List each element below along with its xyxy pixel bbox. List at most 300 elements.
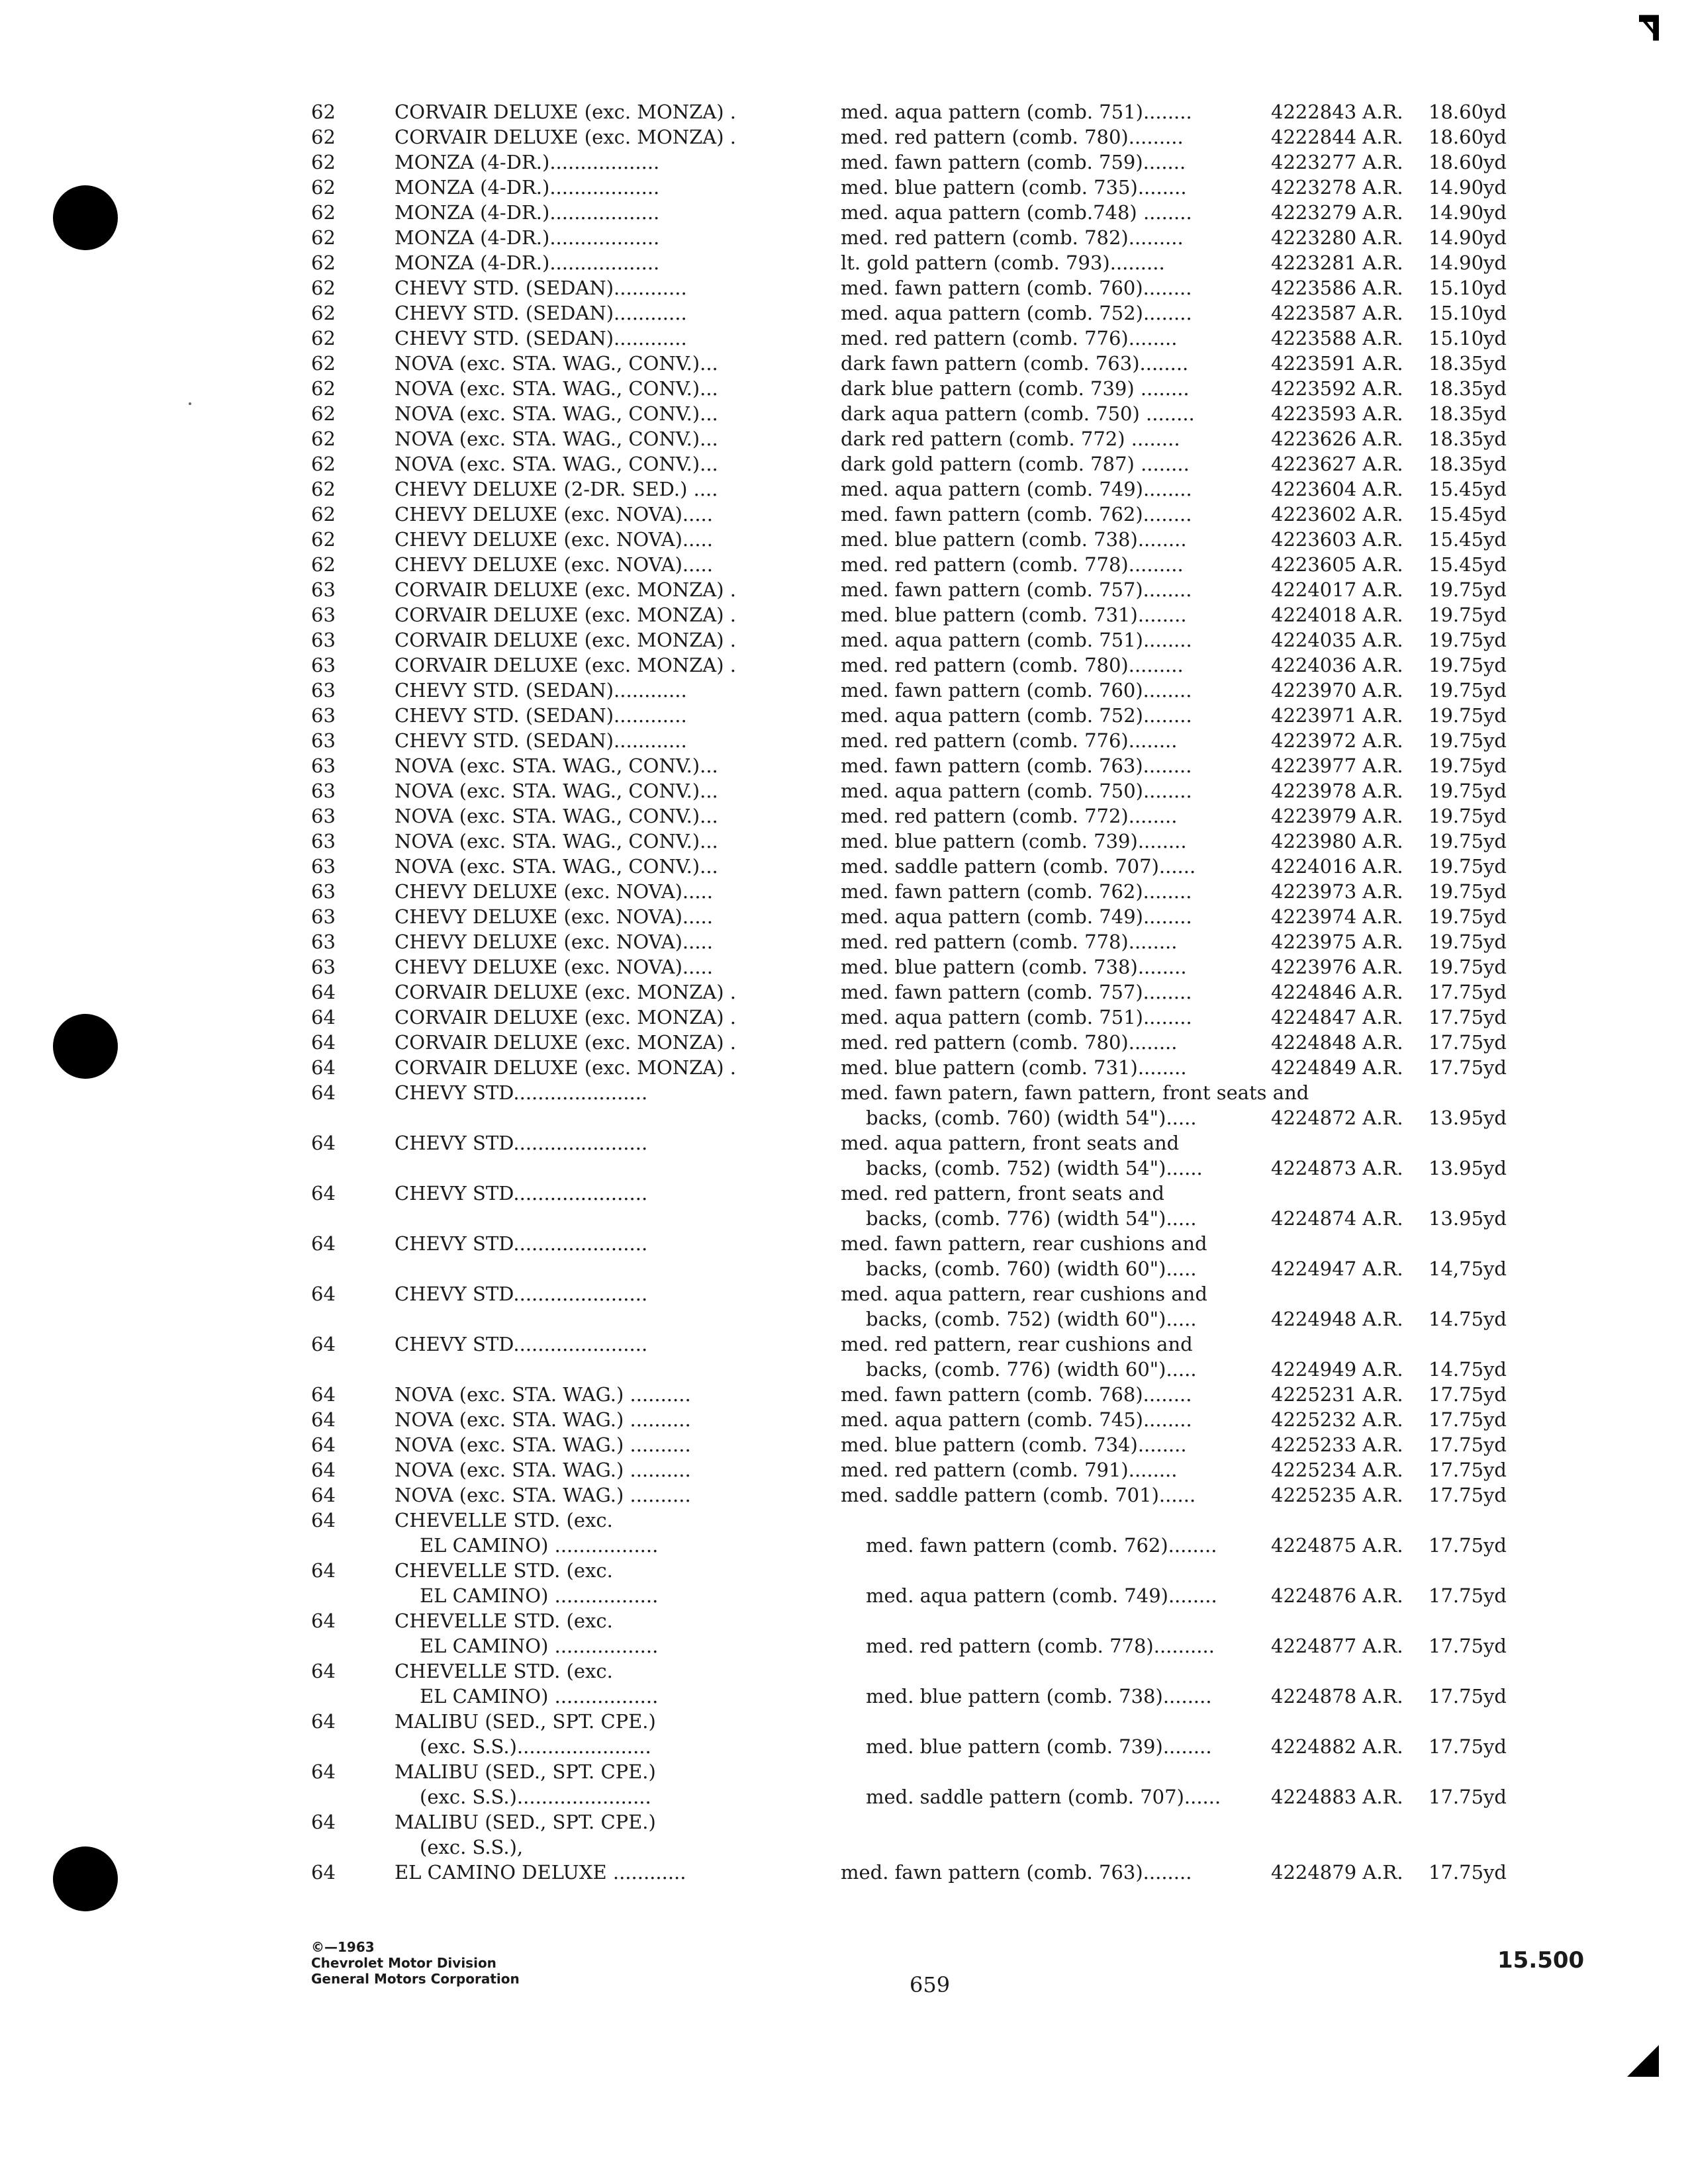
price-per-yard: 13.95yd (1429, 1157, 1507, 1179)
trim-description: med. red pattern (comb. 776)........ (841, 327, 1178, 349)
trim-description: med. fawn pattern (comb. 762)........ (841, 503, 1192, 525)
table-row (0, 1482, 1688, 1508)
model-name-continued: (exc. S.S.), (420, 1836, 524, 1858)
part-number: 4224016 A.R. (1271, 855, 1403, 878)
model-name: NOVA (exc. STA. WAG., CONV.)... (395, 402, 718, 425)
trim-description: med. aqua pattern (comb. 751)........ (841, 629, 1192, 651)
part-number: 4223587 A.R. (1271, 302, 1403, 324)
trim-description: med. fawn pattern, rear cushions and (841, 1232, 1207, 1255)
model-name-continued: (exc. S.S.)...................... (420, 1786, 651, 1808)
price-per-yard: 15.45yd (1429, 553, 1507, 576)
model-year: 64 (311, 1182, 336, 1205)
part-number: 4222844 A.R. (1271, 126, 1403, 148)
table-row (0, 954, 1688, 979)
trim-description: med. aqua pattern (comb. 752)........ (841, 704, 1192, 727)
trim-description: dark aqua pattern (comb. 750) ........ (841, 402, 1195, 425)
part-number: 4224017 A.R. (1271, 578, 1403, 601)
part-number: 4223973 A.R. (1271, 880, 1403, 903)
model-year: 62 (311, 101, 336, 123)
model-name: NOVA (exc. STA. WAG.) .......... (395, 1433, 691, 1456)
part-number: 4224878 A.R. (1271, 1685, 1403, 1707)
part-number: 4224847 A.R. (1271, 1006, 1403, 1028)
model-name: NOVA (exc. STA. WAG., CONV.)... (395, 780, 718, 802)
trim-description: med. aqua pattern (comb. 750)........ (841, 780, 1192, 802)
part-number: 4224883 A.R. (1271, 1786, 1403, 1808)
trim-description: med. fawn patern, fawn pattern, front seats and (841, 1081, 1309, 1104)
price-per-yard: 15.45yd (1429, 478, 1507, 500)
trim-description-continued: med. aqua pattern (comb. 749)........ (866, 1584, 1217, 1607)
model-name: CHEVY STD...................... (395, 1283, 648, 1305)
model-year: 62 (311, 201, 336, 224)
trim-description: med. fawn pattern (comb. 760)........ (841, 679, 1192, 702)
model-year: 64 (311, 1132, 336, 1154)
table-row (0, 979, 1688, 1005)
table-row (0, 854, 1688, 879)
price-per-yard: 15.10yd (1429, 302, 1507, 324)
model-year: 62 (311, 528, 336, 551)
model-name: CHEVY DELUXE (exc. NOVA)..... (395, 880, 713, 903)
model-year: 63 (311, 956, 336, 978)
table-row (0, 150, 1688, 175)
model-name: CHEVY DELUXE (exc. NOVA)..... (395, 956, 713, 978)
part-number: 4223603 A.R. (1271, 528, 1403, 551)
model-name: NOVA (exc. STA. WAG., CONV.)... (395, 352, 718, 375)
part-number: 4223591 A.R. (1271, 352, 1403, 375)
trim-description: med. aqua pattern, rear cushions and (841, 1283, 1207, 1305)
model-name: NOVA (exc. STA. WAG., CONV.)... (395, 377, 718, 400)
model-name: NOVA (exc. STA. WAG.) .......... (395, 1459, 691, 1481)
price-per-yard: 18.35yd (1429, 453, 1507, 475)
part-number: 4224872 A.R. (1271, 1107, 1403, 1129)
price-per-yard: 18.35yd (1429, 428, 1507, 450)
part-number: 4225232 A.R. (1271, 1408, 1403, 1431)
trim-description: med. red pattern (comb. 780)........ (841, 1031, 1178, 1054)
trim-description: med. fawn pattern (comb. 757)........ (841, 578, 1192, 601)
price-per-yard: 18.60yd (1429, 126, 1507, 148)
model-year: 64 (311, 1559, 336, 1582)
table-row (0, 1759, 1688, 1809)
model-year: 62 (311, 377, 336, 400)
model-name: NOVA (exc. STA. WAG., CONV.)... (395, 754, 718, 777)
model-name: CHEVY STD. (SEDAN)............ (395, 679, 687, 702)
model-name: CHEVY DELUXE (2-DR. SED.) .... (395, 478, 718, 500)
price-per-yard: 17.75yd (1429, 1635, 1507, 1657)
part-number: 4225231 A.R. (1271, 1383, 1403, 1406)
model-year: 62 (311, 126, 336, 148)
price-per-yard: 18.35yd (1429, 402, 1507, 425)
price-per-yard: 17.75yd (1429, 1534, 1507, 1557)
model-year: 64 (311, 1006, 336, 1028)
table-row (0, 1508, 1688, 1558)
part-number: 4224874 A.R. (1271, 1207, 1403, 1230)
table-row (0, 502, 1688, 527)
trim-description: med. fawn pattern (comb. 763)........ (841, 754, 1192, 777)
model-name: MALIBU (SED., SPT. CPE.) (395, 1811, 656, 1833)
part-number: 4225234 A.R. (1271, 1459, 1403, 1481)
price-per-yard: 14.75yd (1429, 1358, 1507, 1381)
trim-description: med. aqua pattern (comb.748) ........ (841, 201, 1192, 224)
price-per-yard: 19.75yd (1429, 905, 1507, 928)
table-row (0, 1055, 1688, 1080)
model-name-continued: EL CAMINO) ................. (420, 1584, 659, 1607)
part-number: 4224846 A.R. (1271, 981, 1403, 1003)
trim-description: med. aqua pattern (comb. 749)........ (841, 905, 1192, 928)
model-year: 62 (311, 553, 336, 576)
part-number: 4223627 A.R. (1271, 453, 1403, 475)
model-year: 62 (311, 176, 336, 199)
model-year: 62 (311, 151, 336, 173)
model-name: NOVA (exc. STA. WAG., CONV.)... (395, 805, 718, 827)
trim-description: med. red pattern (comb. 791)........ (841, 1459, 1178, 1481)
price-per-yard: 19.75yd (1429, 704, 1507, 727)
table-row (0, 1558, 1688, 1608)
table-row (0, 577, 1688, 602)
part-number: 4223280 A.R. (1271, 226, 1403, 249)
table-row (0, 451, 1688, 477)
part-number: 4224848 A.R. (1271, 1031, 1403, 1054)
table-row (0, 1130, 1688, 1181)
price-per-yard: 19.75yd (1429, 780, 1507, 802)
table-row (0, 1281, 1688, 1332)
model-year: 62 (311, 428, 336, 450)
price-per-yard: 17.75yd (1429, 1584, 1507, 1607)
table-row (0, 1382, 1688, 1407)
price-per-yard: 19.75yd (1429, 805, 1507, 827)
model-year: 63 (311, 629, 336, 651)
table-row (0, 1181, 1688, 1231)
table-row (0, 477, 1688, 502)
model-year: 62 (311, 277, 336, 299)
part-number: 4224877 A.R. (1271, 1635, 1403, 1657)
price-per-yard: 19.75yd (1429, 855, 1507, 878)
table-row (0, 225, 1688, 250)
model-name-continued: (exc. S.S.)...................... (420, 1735, 651, 1758)
model-year: 62 (311, 503, 336, 525)
price-per-yard: 19.75yd (1429, 604, 1507, 626)
model-name: NOVA (exc. STA. WAG., CONV.)... (395, 830, 718, 852)
price-per-yard: 17.75yd (1429, 1484, 1507, 1506)
table-row (0, 803, 1688, 829)
part-number: 4223979 A.R. (1271, 805, 1403, 827)
part-number: 4224876 A.R. (1271, 1584, 1403, 1607)
model-name: CHEVY STD...................... (395, 1333, 648, 1355)
model-name: CHEVY DELUXE (exc. NOVA)..... (395, 503, 713, 525)
parts-table (0, 99, 1688, 1885)
model-year: 64 (311, 1484, 336, 1506)
model-year: 64 (311, 1710, 336, 1733)
model-name-continued: EL CAMINO) ................. (420, 1635, 659, 1657)
trim-description: med. red pattern (comb. 772)........ (841, 805, 1178, 827)
trim-description: med. fawn pattern (comb. 757)........ (841, 981, 1192, 1003)
part-number: 4223626 A.R. (1271, 428, 1403, 450)
table-row (0, 602, 1688, 627)
price-per-yard: 17.75yd (1429, 1056, 1507, 1079)
trim-description: med. saddle pattern (comb. 701)...... (841, 1484, 1196, 1506)
part-number: 4223604 A.R. (1271, 478, 1403, 500)
table-row (0, 351, 1688, 376)
price-per-yard: 13.95yd (1429, 1207, 1507, 1230)
trim-description: med. blue pattern (comb. 738)........ (841, 528, 1187, 551)
trim-description: med. saddle pattern (comb. 707)...... (841, 855, 1196, 878)
table-row (0, 376, 1688, 401)
model-year: 62 (311, 302, 336, 324)
model-year: 63 (311, 679, 336, 702)
model-year: 62 (311, 327, 336, 349)
price-per-yard: 15.45yd (1429, 528, 1507, 551)
trim-description: med. blue pattern (comb. 731)........ (841, 604, 1187, 626)
trim-description: med. aqua pattern (comb. 751)........ (841, 1006, 1192, 1028)
model-name-continued: EL CAMINO) ................. (420, 1685, 659, 1707)
model-name: CHEVY DELUXE (exc. NOVA)..... (395, 931, 713, 953)
trim-description-continued: backs, (comb. 752) (width 54")...... (866, 1157, 1203, 1179)
table-row (0, 200, 1688, 225)
table-row (0, 653, 1688, 678)
model-year: 64 (311, 1408, 336, 1431)
table-row (0, 829, 1688, 854)
trim-description-continued: med. fawn pattern (comb. 762)........ (866, 1534, 1217, 1557)
trim-description: med. red pattern, front seats and (841, 1182, 1164, 1205)
model-year: 63 (311, 780, 336, 802)
table-row (0, 175, 1688, 200)
table-row (0, 627, 1688, 653)
table-row (0, 527, 1688, 552)
part-number: 4224018 A.R. (1271, 604, 1403, 626)
part-number: 4223586 A.R. (1271, 277, 1403, 299)
model-year: 63 (311, 830, 336, 852)
part-number: 4224949 A.R. (1271, 1358, 1403, 1381)
corner-mark-top-icon (1639, 15, 1659, 41)
model-year: 63 (311, 931, 336, 953)
table-row (0, 1457, 1688, 1482)
model-year: 64 (311, 1459, 336, 1481)
model-name: CHEVY STD...................... (395, 1081, 648, 1104)
part-number: 4223605 A.R. (1271, 553, 1403, 576)
model-year: 63 (311, 729, 336, 752)
part-number: 4224947 A.R. (1271, 1257, 1403, 1280)
model-year: 62 (311, 226, 336, 249)
part-number: 4224882 A.R. (1271, 1735, 1403, 1758)
trim-description: med. aqua pattern (comb. 752)........ (841, 302, 1192, 324)
trim-description: med. blue pattern (comb. 739)........ (841, 830, 1187, 852)
model-name: CHEVELLE STD. (exc. (395, 1559, 613, 1582)
price-per-yard: 17.75yd (1429, 1861, 1507, 1884)
part-number: 4224036 A.R. (1271, 654, 1403, 676)
price-per-yard: 14.90yd (1429, 176, 1507, 199)
part-number: 4224873 A.R. (1271, 1157, 1403, 1179)
trim-description: med. red pattern (comb. 778)........ (841, 931, 1178, 953)
model-year: 63 (311, 905, 336, 928)
table-row (0, 1407, 1688, 1432)
part-number: 4225233 A.R. (1271, 1433, 1403, 1456)
table-row (0, 326, 1688, 351)
trim-description: med. blue pattern (comb. 738)........ (841, 956, 1187, 978)
part-number: 4223975 A.R. (1271, 931, 1403, 953)
part-number: 4224879 A.R. (1271, 1861, 1403, 1884)
trim-description: med. blue pattern (comb. 735)........ (841, 176, 1187, 199)
model-name-continued: EL CAMINO) ................. (420, 1534, 659, 1557)
trim-description: med. aqua pattern (comb. 751)........ (841, 101, 1192, 123)
price-per-yard: 17.75yd (1429, 1735, 1507, 1758)
model-name: CHEVY STD. (SEDAN)............ (395, 704, 687, 727)
corporation-line: General Motors Corporation (311, 1971, 520, 1987)
section-number: 15.500 (1497, 1947, 1585, 1974)
part-number: 4223972 A.R. (1271, 729, 1403, 752)
trim-description: med. fawn pattern (comb. 759)....... (841, 151, 1186, 173)
model-name: MONZA (4-DR.).................. (395, 226, 660, 249)
model-year: 64 (311, 1610, 336, 1632)
price-per-yard: 14.90yd (1429, 226, 1507, 249)
table-row (0, 250, 1688, 275)
price-per-yard: 19.75yd (1429, 880, 1507, 903)
table-row (0, 728, 1688, 753)
model-name: EL CAMINO DELUXE ............ (395, 1861, 686, 1884)
price-per-yard: 17.75yd (1429, 1006, 1507, 1028)
trim-description: med. fawn pattern (comb. 768)........ (841, 1383, 1192, 1406)
price-per-yard: 15.45yd (1429, 503, 1507, 525)
table-row (0, 1231, 1688, 1281)
part-number: 4223980 A.R. (1271, 830, 1403, 852)
model-name: CHEVY STD...................... (395, 1232, 648, 1255)
part-number: 4223278 A.R. (1271, 176, 1403, 199)
part-number: 4223977 A.R. (1271, 754, 1403, 777)
model-name: CHEVY DELUXE (exc. NOVA)..... (395, 528, 713, 551)
trim-description: dark gold pattern (comb. 787) ........ (841, 453, 1190, 475)
model-year: 64 (311, 1081, 336, 1104)
model-name: NOVA (exc. STA. WAG.) .......... (395, 1383, 691, 1406)
part-number: 4225235 A.R. (1271, 1484, 1403, 1506)
model-name: CHEVY STD...................... (395, 1182, 648, 1205)
trim-description: dark blue pattern (comb. 739) ........ (841, 377, 1190, 400)
trim-description-continued: backs, (comb. 760) (width 60")..... (866, 1257, 1197, 1280)
price-per-yard: 18.60yd (1429, 101, 1507, 123)
trim-description: med. red pattern (comb. 776)........ (841, 729, 1178, 752)
price-per-yard: 19.75yd (1429, 956, 1507, 978)
trim-description: med. red pattern (comb. 778)......... (841, 553, 1184, 576)
model-name: CHEVY STD. (SEDAN)............ (395, 327, 687, 349)
table-row (0, 778, 1688, 803)
model-name: NOVA (exc. STA. WAG., CONV.)... (395, 453, 718, 475)
model-name: CHEVELLE STD. (exc. (395, 1610, 613, 1632)
price-per-yard: 18.35yd (1429, 352, 1507, 375)
part-number: 4223602 A.R. (1271, 503, 1403, 525)
price-per-yard: 14.75yd (1429, 1308, 1507, 1330)
trim-description-continued: backs, (comb. 776) (width 54")..... (866, 1207, 1197, 1230)
price-per-yard: 14,75yd (1429, 1257, 1507, 1280)
trim-description-continued: med. red pattern (comb. 778).......... (866, 1635, 1215, 1657)
trim-description: med. red pattern (comb. 780)......... (841, 126, 1184, 148)
model-name: NOVA (exc. STA. WAG.) .......... (395, 1484, 691, 1506)
table-row (0, 1005, 1688, 1030)
part-number: 4223978 A.R. (1271, 780, 1403, 802)
price-per-yard: 14.90yd (1429, 251, 1507, 274)
model-name: CORVAIR DELUXE (exc. MONZA) . (395, 1031, 736, 1054)
model-name: CHEVY STD. (SEDAN)............ (395, 277, 687, 299)
part-number: 4224849 A.R. (1271, 1056, 1403, 1079)
price-per-yard: 17.75yd (1429, 1685, 1507, 1707)
table-row (0, 753, 1688, 778)
trim-description-continued: med. blue pattern (comb. 738)........ (866, 1685, 1212, 1707)
model-name: CHEVY STD. (SEDAN)............ (395, 302, 687, 324)
part-number: 4224875 A.R. (1271, 1534, 1403, 1557)
model-name: CHEVY DELUXE (exc. NOVA)..... (395, 553, 713, 576)
model-name: CHEVY STD. (SEDAN)............ (395, 729, 687, 752)
table-row (0, 1860, 1688, 1885)
model-year: 64 (311, 1031, 336, 1054)
model-year: 63 (311, 604, 336, 626)
trim-description: med. fawn pattern (comb. 760)........ (841, 277, 1192, 299)
table-row (0, 426, 1688, 451)
trim-description-continued: backs, (comb. 776) (width 60")..... (866, 1358, 1197, 1381)
table-row (0, 1332, 1688, 1382)
model-year: 64 (311, 1333, 336, 1355)
price-per-yard: 15.10yd (1429, 327, 1507, 349)
model-year: 64 (311, 1861, 336, 1884)
model-year: 62 (311, 453, 336, 475)
part-number: 4223593 A.R. (1271, 402, 1403, 425)
model-name: CHEVELLE STD. (exc. (395, 1660, 613, 1682)
table-row (0, 275, 1688, 300)
price-per-yard: 19.75yd (1429, 931, 1507, 953)
price-per-yard: 17.75yd (1429, 1433, 1507, 1456)
price-per-yard: 19.75yd (1429, 679, 1507, 702)
price-per-yard: 17.75yd (1429, 1786, 1507, 1808)
part-number: 4223974 A.R. (1271, 905, 1403, 928)
price-per-yard: 19.75yd (1429, 754, 1507, 777)
model-year: 64 (311, 1433, 336, 1456)
part-number: 4222843 A.R. (1271, 101, 1403, 123)
model-year: 64 (311, 1383, 336, 1406)
table-row (0, 1809, 1688, 1860)
table-row (0, 99, 1688, 124)
model-year: 63 (311, 704, 336, 727)
part-number: 4223592 A.R. (1271, 377, 1403, 400)
table-row (0, 1608, 1688, 1659)
model-name: NOVA (exc. STA. WAG., CONV.)... (395, 855, 718, 878)
price-per-yard: 19.75yd (1429, 830, 1507, 852)
price-per-yard: 17.75yd (1429, 1459, 1507, 1481)
model-name: MONZA (4-DR.).................. (395, 176, 660, 199)
part-number: 4223970 A.R. (1271, 679, 1403, 702)
model-name: MALIBU (SED., SPT. CPE.) (395, 1760, 656, 1783)
trim-description-continued: med. saddle pattern (comb. 707)...... (866, 1786, 1221, 1808)
model-name: CORVAIR DELUXE (exc. MONZA) . (395, 101, 736, 123)
model-year: 62 (311, 402, 336, 425)
model-year: 64 (311, 1232, 336, 1255)
part-number: 4223971 A.R. (1271, 704, 1403, 727)
table-row (0, 300, 1688, 326)
model-year: 64 (311, 1660, 336, 1682)
model-year: 64 (311, 1509, 336, 1531)
price-per-yard: 17.75yd (1429, 981, 1507, 1003)
trim-description: med. blue pattern (comb. 731)........ (841, 1056, 1187, 1079)
model-year: 63 (311, 880, 336, 903)
part-number: 4223279 A.R. (1271, 201, 1403, 224)
model-year: 63 (311, 754, 336, 777)
price-per-yard: 18.35yd (1429, 377, 1507, 400)
model-year: 64 (311, 1056, 336, 1079)
model-name: MONZA (4-DR.).................. (395, 201, 660, 224)
trim-description: med. red pattern (comb. 780)......... (841, 654, 1184, 676)
price-per-yard: 19.75yd (1429, 654, 1507, 676)
model-name: MONZA (4-DR.).................. (395, 151, 660, 173)
model-name: CORVAIR DELUXE (exc. MONZA) . (395, 629, 736, 651)
model-name: CORVAIR DELUXE (exc. MONZA) . (395, 654, 736, 676)
part-number: 4223588 A.R. (1271, 327, 1403, 349)
part-number: 4224948 A.R. (1271, 1308, 1403, 1330)
trim-description: med. blue pattern (comb. 734)........ (841, 1433, 1187, 1456)
price-per-yard: 19.75yd (1429, 578, 1507, 601)
trim-description-continued: med. blue pattern (comb. 739)........ (866, 1735, 1212, 1758)
